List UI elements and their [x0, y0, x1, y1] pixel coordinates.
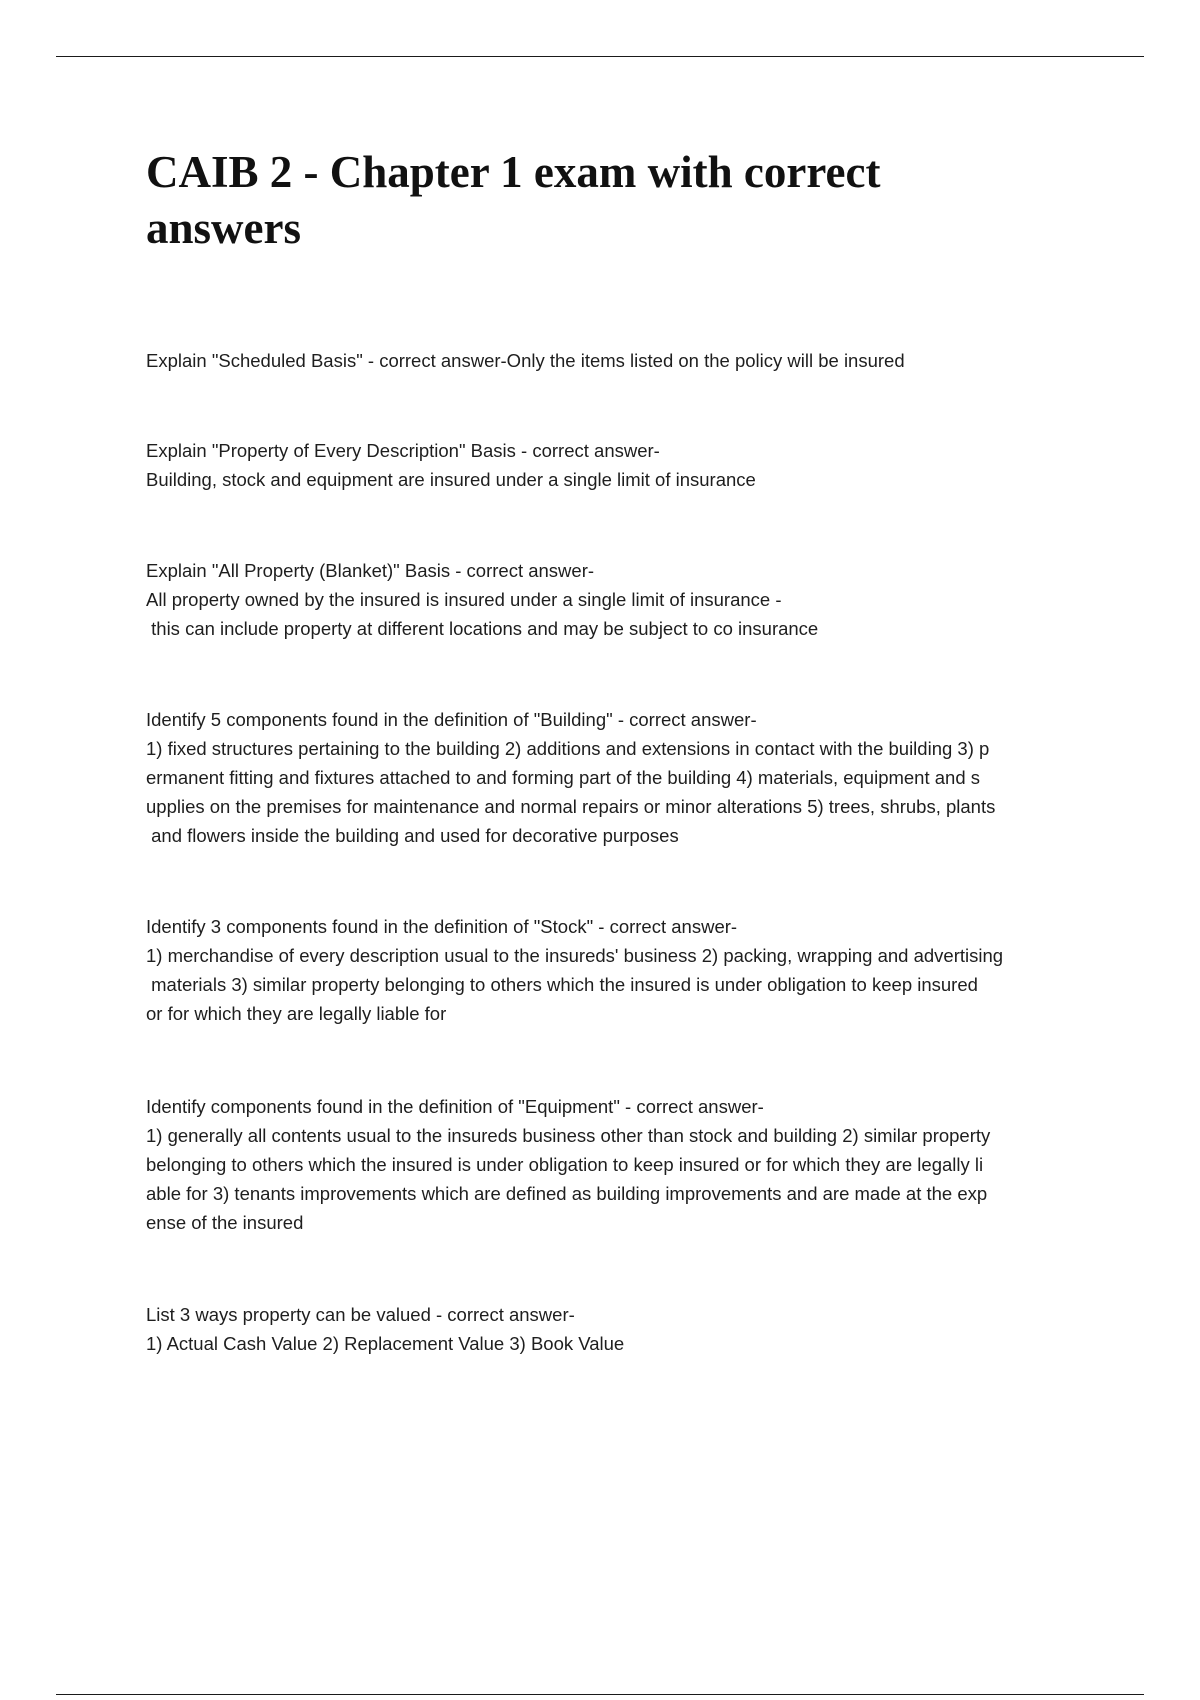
qa-line: Identify components found in the definition of "Equipment" - correct answer-	[146, 1096, 764, 1117]
qa-line: List 3 ways property can be valued - correct answer-	[146, 1304, 575, 1325]
qa-line: and flowers inside the building and used for decorative purposes	[146, 825, 679, 846]
page-title-line-1: CAIB 2 - Chapter 1 exam with correct	[146, 147, 881, 197]
qa-item-building-components	[146, 705, 1086, 850]
top-divider	[56, 56, 1144, 57]
page-title-line-2: answers	[146, 203, 301, 253]
qa-item-equipment-components	[146, 1092, 1086, 1237]
qa-line: All property owned by the insured is insured under a single limit of insurance -	[146, 589, 782, 610]
qa-line: ermanent fitting and fixtures attached to and forming part of the building 4) materials, equipment and s	[146, 767, 981, 788]
bottom-divider	[56, 1694, 1144, 1695]
qa-line: Identify 5 components found in the definition of "Building" - correct answer-	[146, 709, 757, 730]
qa-line: belonging to others which the insured is under obligation to keep insured or for which they are legally li	[146, 1154, 984, 1175]
qa-line: upplies on the premises for maintenance and normal repairs or minor alterations 5) trees, shrubs, plants	[146, 796, 996, 817]
qa-item-stock-components	[146, 912, 1086, 1028]
qa-line: able for 3) tenants improvements which are defined as building improvements and are made at the exp	[146, 1183, 988, 1204]
qa-line: Explain "Property of Every Description" Basis - correct answer-	[146, 440, 660, 461]
page-title	[146, 144, 966, 256]
qa-line: 1) merchandise of every description usual to the insureds' business 2) packing, wrapping and advertising	[146, 945, 1004, 966]
qa-line: Explain "All Property (Blanket)" Basis - correct answer-	[146, 560, 595, 581]
qa-line: Building, stock and equipment are insured under a single limit of insurance	[146, 469, 756, 490]
qa-item-all-property-blanket	[146, 556, 1086, 643]
qa-line: 1) fixed structures pertaining to the building 2) additions and extensions in contact with the building 3) p	[146, 738, 990, 759]
qa-line: materials 3) similar property belonging to others which the insured is under obligation to keep insured	[146, 974, 978, 995]
qa-line: this can include property at different locations and may be subject to co insurance	[146, 618, 819, 639]
qa-line: 1) Actual Cash Value 2) Replacement Value 3) Book Value	[146, 1333, 625, 1354]
qa-item-property-of-every-description	[146, 436, 1086, 494]
qa-line: Identify 3 components found in the definition of "Stock" - correct answer-	[146, 916, 738, 937]
qa-item-valuation-methods	[146, 1300, 1086, 1358]
qa-item-scheduled-basis	[146, 346, 1086, 375]
qa-line: 1) generally all contents usual to the insureds business other than stock and building 2) similar property	[146, 1125, 991, 1146]
qa-line: Explain "Scheduled Basis" - correct answer-Only the items listed on the policy will be insured	[146, 350, 905, 371]
qa-line: ense of the insured	[146, 1212, 304, 1233]
qa-line: or for which they are legally liable for	[146, 1003, 447, 1024]
